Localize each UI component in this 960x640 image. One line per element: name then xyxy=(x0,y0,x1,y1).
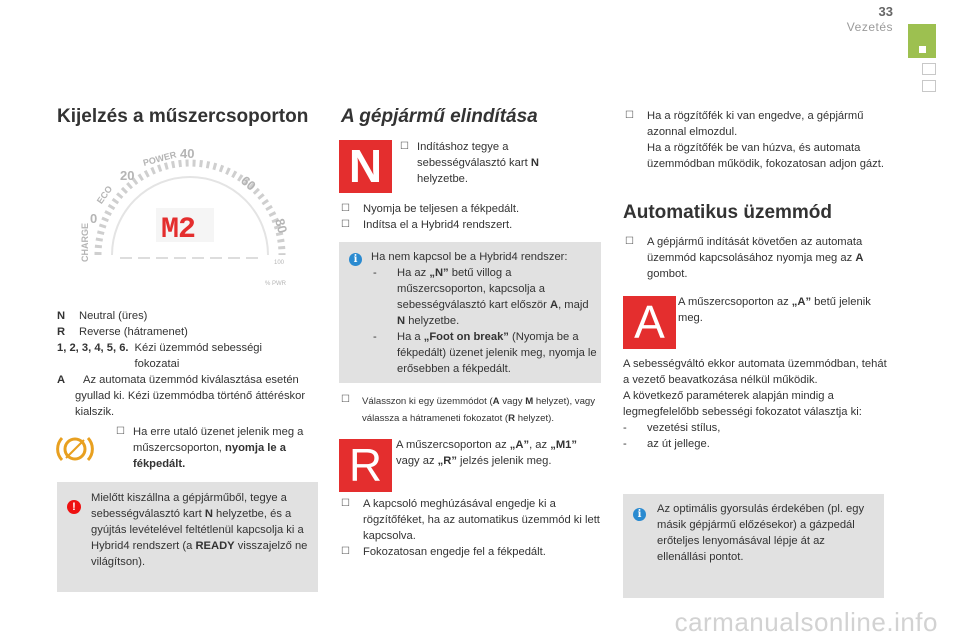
parking-brake-note: Ha a rögzítőfék ki van engedve, a gépjármű azonnal elmozdul. Ha a rögzítőfék be van húzva, és automata üzemmódban működik, fokozatosan adjon gázt. xyxy=(647,110,884,170)
r-display-text: A műszercsoporton az „A”, az „M1” vagy az „R” jelzés jelenik meg. xyxy=(396,439,577,467)
auto-mode-paragraph: A sebességváltó ekkor automata üzemmódban, tehát a vezető beavatkozása nélkül működik. A következő paraméterek alapján mindig a legmegfelelőbb sebességi fokozatot választja ki: - vezetési stílus, - az út jellege. xyxy=(623,356,893,452)
bullet-icon: ☐ xyxy=(341,219,350,230)
gauge-label-80: 80 xyxy=(272,216,291,235)
warning-icon: ! xyxy=(67,500,81,514)
gear-legend xyxy=(57,308,317,420)
tip-text: Az optimális gyorsulás érdekében (pl. egy másik gépjármű előzésekor) a gázpedál erőteljes lenyomásával lépje át az ellenállási pontot. xyxy=(657,503,865,563)
bullet-icon: ☐ xyxy=(341,546,350,557)
tab-marker-icon xyxy=(919,46,926,53)
gear-display: M2 xyxy=(161,213,196,247)
section-tab-empty[interactable] xyxy=(922,80,936,92)
gauge-label-100: 100 xyxy=(274,260,285,266)
legend-item-a: A Az automata üzemmód kiválasztása esetén gyullad ki. Kézi üzemmódba történő áttéréskor kialszik. xyxy=(57,374,306,418)
bullet-icon: ☐ xyxy=(400,141,409,152)
page-number: 33 xyxy=(878,4,893,19)
a-display-text: A műszercsoporton az „A” betű jelenik meg. xyxy=(678,296,871,324)
bullet-icon: ☐ xyxy=(341,203,350,214)
watermark: carmanualsonline.info xyxy=(674,607,938,637)
instrument-gauge xyxy=(70,140,305,300)
final-step-1: A kapcsoló meghúzásával engedje ki a rögzítőféket, ha az automatikus üzemmód ki lett kapcsolva. xyxy=(363,498,600,542)
warning-text: Mielőtt kiszállna a gépjárműből, tegye a sebességválasztó kart N helyzetbe, és a gyújtás levételével feltétlenül kapcsolja ki a Hybrid4 rendszert (a READY visszajelző ne világítson). xyxy=(91,492,308,568)
bullet-icon: ☐ xyxy=(341,498,350,509)
gauge-label-20: 20 xyxy=(120,168,135,183)
info-intro: Ha nem kapcsol be a Hybrid4 rendszer: xyxy=(371,251,568,263)
gauge-label-40: 40 xyxy=(180,146,195,161)
info-icon: i xyxy=(633,508,646,521)
brake-note: Ha erre utaló üzenet jelenik meg a műszercsoporton, nyomja le a fékpedált. xyxy=(133,426,304,470)
gauge-unit: % PWR xyxy=(265,281,286,287)
n-instruction: Indításhoz tegye a sebességválasztó kart N helyzetbe. xyxy=(417,141,539,185)
left-heading: Kijelzés a műszercsoporton xyxy=(57,106,309,127)
final-step-2: Fokozatosan engedje fel a fékpedált. xyxy=(363,546,546,558)
mode-select-step: Válasszon ki egy üzemmódot (A vagy M helyzet), vagy válassza a hátrameneti fokozatot (R helyzet). xyxy=(362,396,596,424)
brake-warning-icon xyxy=(56,432,94,466)
gear-n-illustration: N xyxy=(339,140,392,193)
start-step-2: Indítsa el a Hybrid4 rendszert. xyxy=(363,219,513,231)
bullet-icon: ☐ xyxy=(341,394,350,405)
gear-r-illustration: R xyxy=(339,439,392,492)
section-tab-empty[interactable] xyxy=(922,63,936,75)
gear-a-illustration: A xyxy=(623,296,676,349)
section-title: Vezetés xyxy=(846,20,893,34)
info-item-2: Ha a „Foot on break” (Nyomja be a fékpedált) üzenet jelenik meg, nyomja le erősebben a fékpedált. xyxy=(397,331,597,375)
legend-item-n: N Neutral (üres) xyxy=(57,310,148,322)
gauge-label-0: 0 xyxy=(90,211,98,226)
middle-heading: A gépjármű elindítása xyxy=(341,106,538,127)
gauge-label-power: POWER xyxy=(141,149,178,168)
gauge-label-60: 60 xyxy=(238,172,259,194)
info-icon: i xyxy=(349,253,362,266)
dash: - xyxy=(373,267,377,279)
bullet-icon: ☐ xyxy=(625,110,634,121)
section-tab[interactable] xyxy=(908,24,936,58)
start-step-1: Nyomja be teljesen a fékpedált. xyxy=(363,203,520,215)
auto-mode-step: A gépjármű indítását követően az automata üzemmód kapcsolásához nyomja meg az A gombot. xyxy=(647,236,864,280)
info-item-1: Ha az „N” betű villog a műszercsoporton, kapcsolja a sebességválasztó kart először A, majd N helyzetbe. xyxy=(397,267,589,327)
bullet-icon: ☐ xyxy=(625,236,634,247)
legend-item-manual: 1, 2, 3, 4, 5, 6. Kézi üzemmód sebességi fokozatai xyxy=(57,342,263,370)
right-heading: Automatikus üzemmód xyxy=(623,202,833,223)
gauge-label-charge: CHARGE xyxy=(80,222,90,262)
gauge-label-eco: ECO xyxy=(94,183,115,206)
param-item: - vezetési stílus, xyxy=(623,422,721,434)
dash: - xyxy=(373,331,377,343)
param-item: - az út jellege. xyxy=(623,438,710,450)
bullet-icon: ☐ xyxy=(116,426,125,437)
legend-item-r: R Reverse (hátramenet) xyxy=(57,326,188,338)
